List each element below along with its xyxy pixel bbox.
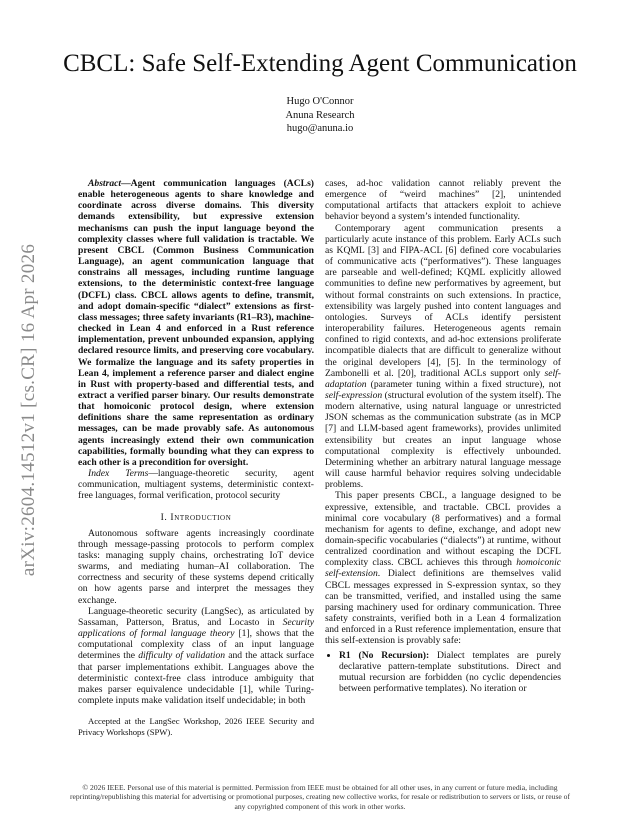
intro-paragraph-2: Language-theoretic security (LangSec), as articulated by Sassaman, Patterson, Bratus, and Locasto in Security applications of formal language theory [1], shows that the computational complexity class of an input language determines the difficulty of validation and the attack surface that parser implementations exhibit. Languages above the deterministic context-free class introduce ambiguity that makes parser equivalence undecidable [1], while Turing-complete inputs make validation itself undecidable; in both (78, 605, 315, 707)
right-column (325, 178, 561, 694)
emphasis-difficulty: difficulty of validation (138, 650, 226, 662)
author-block (40, 95, 600, 136)
citation-title: Security applications of formal language theory (78, 616, 314, 640)
requirement-r1-label: R1 (No Recursion): (339, 649, 430, 661)
right-paragraph-2: Contemporary agent communication presents a particularly acute instance of this problem. Early ACLs such as KQML [3] and FIPA-ACL [6] defined core vocabularies of communicative acts (“performatives”). These languages are parseable and well-defined; KQML explicitly allowed communities to define new performatives by agreement, but without formal constraints on such extensions. In practice, extensibility was largely pushed into content languages and ontologies. Surveys of ACLs identify persistent interoperability failures. Heterogeneous agents remain confined to rigid contexts, and ad-hoc extensions proliferate incompatible dialects that are difficult to generalize without the original developers [4], [5]. In the terminology of Zambonelli et al. [20], traditional ACLs support only self-adaptation (parameter tuning within a fixed structure), not self-expression (structural evolution of the system itself). The modern alternative, using natural language or unrestricted JSON schemas as the communication substrate (as in MCP [7] and LLM-based agent frameworks), provides unlimited extensibility but creates an input language whose computational complexity is effectively unbounded. Determining whether an arbitrary natural language message will cause harmful behavior requires solving undecidable problems. (325, 222, 561, 491)
right-paragraph-1: cases, ad-hoc validation cannot reliably prevent the emergence of “weird machines” [2], unintended computational artifacts that attackers exploit to achieve behavior beyond a system’s intended functionality. (325, 178, 561, 223)
left-column (78, 178, 314, 737)
accepted-note: Accepted at the LangSec Workshop, 2026 IEEE Security and Privacy Workshops (SPW). (78, 716, 314, 737)
arxiv-identifier (18, 200, 40, 620)
author-affiliation: Anuna Research (285, 109, 355, 121)
emphasis-self-expression: self-expression (325, 389, 383, 401)
index-terms-text: —language-theoretic security, agent communication, multiagent systems, deterministic context-free languages, formal verification, protocol security (78, 468, 314, 502)
paper-title: CBCL: Safe Self-Extending Agent Communication (63, 50, 577, 77)
right-paragraph-3: This paper presents CBCL, a language designed to be expressive, extensible, and tractable. CBCL provides a minimal core vocabulary (8 performatives) and a formal mechanism for agents to define, exchange, and adopt new domain-specific vocabularies (“dialects”) at runtime, without centralized coordination and without escaping the DCFL complexity class. CBCL achieves this through homoiconic self-extension. Dialect definitions are themselves valid CBCL messages expressed in S-expression syntax, so they can be transmitted, verified, and installed using the same parsing machinery used for ordinary communication. Three safety constraints, verified both in a Lean 4 formalization and enforced in a Rust reference implementation, ensure that this self-extension is provably safe: (325, 490, 561, 647)
author-email: hugo@anuna.io (286, 123, 354, 134)
abstract (78, 178, 314, 468)
emphasis-self-adaptation: self-adaptation (325, 367, 561, 390)
index-terms (78, 468, 314, 501)
abstract-lead: Abstract (88, 178, 122, 189)
copyright-footer: © 2026 IEEE. Personal use of this material is permitted. Permission from IEEE must be obtained for all other uses, in any current or future media, including reprinting/republishing this material for advertising or promotional purposes, creating new collective works, for resale or redistribution to servers or lists, or reuse of any copyrighted component of this work in other works. (70, 783, 571, 811)
intro-paragraph-1: Autonomous software agents increasingly coordinate through message-passing protocols to perform complex tasks: managing supply chains, orchestrating IoT device swarms, and mediating human–AI collaboration. The correctness and security of these systems depend critically on how agents parse and interpret the messages they exchange. (78, 527, 314, 606)
author-name: Hugo O'Connor (286, 96, 354, 107)
emphasis-homoiconic: homoiconic self-extension (325, 557, 561, 580)
requirement-r1-text: Dialect templates are purely declarative pattern-template substitutions. Direct and mutual recursion are forbidden (no cyclic dependencies between performative templates). No iteration or (339, 649, 562, 695)
section-heading-introduction: I. Introduction (160, 511, 232, 523)
index-terms-lead: Index Terms (88, 468, 149, 480)
abstract-text: —Agent communication languages (ACLs) enable heterogeneous agents to share knowledge and coordinate across diverse domains. This diversity demands extensibility, but expressive extension mechanisms can push the input language beyond the complexity classes where full validation is tractable. We present CBCL (Common Business Communication Language), an agent communication language that constrains all messages, including runtime language extensions, to the deterministic context-free language (DCFL) class. CBCL allows agents to define, transmit, and adopt domain-specific “dialect” extensions as first-class messages; three safety invariants (R1–R3), machine-checked in Lean 4 and enforced in a Rust reference implementation, prevent unbounded expansion, applying declared resource limits, and preserving core vocabulary. We formalize the language and its safety properties in Lean 4, implement a reference parser and dialect engine in Rust with property-based and differential tests, and extract a verified parser binary. Our results demonstrate that homoiconic protocol design, where extension definitions share the same representation as ordinary messages, can be made provably safe. As autonomous agents increasingly extend their own communication capabilities, formally bounding what they can express to each other is a precondition for oversight. (78, 178, 314, 468)
arxiv-identifier-text: arXiv:2604.14512v1 [cs.CR] 16 Apr 2026 (18, 243, 39, 577)
requirement-r1 (339, 650, 561, 695)
requirements-list (325, 650, 561, 695)
